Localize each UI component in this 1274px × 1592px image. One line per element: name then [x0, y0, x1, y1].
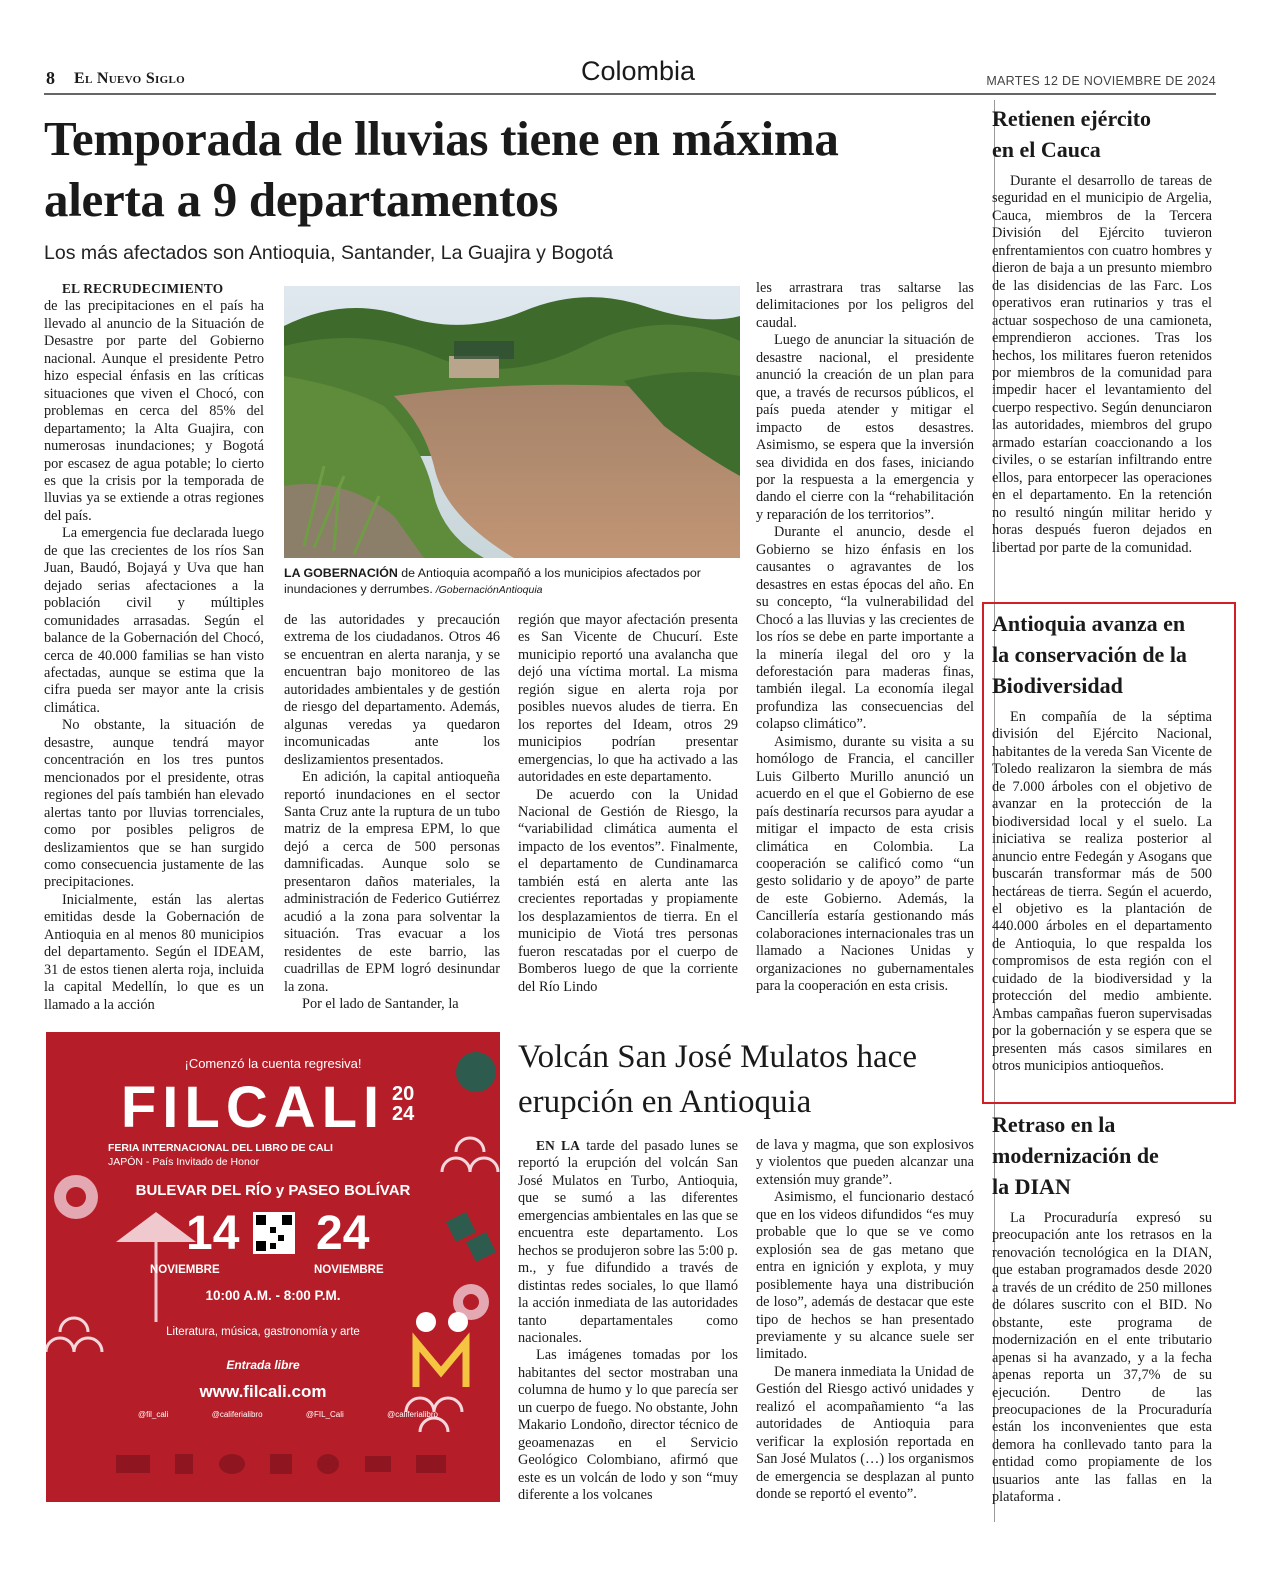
ad-logo-year: 20 24	[392, 1083, 415, 1125]
paragraph: región que mayor afectación presenta es San Vicente de Chucurí. Este municipio reportó una avalancha que dejó una víctima mortal. La misma región sigue en alerta roja por posibles nuevos aludes de tierra. En los reportes del Ideam, otros 29 municipios podrían presentar emergencias, lo que ha activado a las autoridades en este departamento.	[518, 612, 738, 786]
filcali-advertisement[interactable]	[46, 1032, 500, 1502]
sponsor-logos	[116, 1452, 446, 1476]
sponsor-logo	[317, 1454, 339, 1474]
social-handle[interactable]: @califerialibro	[211, 1410, 263, 1419]
paragraph: Durante el anuncio, desde el Gobierno se hizo énfasis en los causantes o agravantes de los desastres en estas épocas del año. En su concepto, “la vulnerabilidad del Chocó a las lluvias y las crecientes de los ríos se debe en parte importante a la minería ilegal del oro y la deforestación para maderas finas, también ilegal. La economía ilegal profundiza las consecuencias del colapso climático”.	[756, 524, 974, 733]
header-rule	[44, 93, 1216, 95]
ad-logo: FILCALI	[120, 1075, 386, 1140]
ad-guest: JAPÓN - País Invitado de Honor	[108, 1156, 260, 1168]
sponsor-logo	[219, 1454, 245, 1474]
paragraph: Luego de anunciar la situación de desastre nacional, el presidente anunció la creación de un plan para que, a través de recursos públicos, el país pueda atender y mitigar el impacto de estos desastres. Asimismo, se espera que la inversión sea dividida en dos fases, iniciando por la respuesta a la emergencia y dando el cierre con la “rehabilitación y reparación de los territorios”.	[756, 332, 974, 523]
main-headline: Temporada de lluvias tiene en máxima alerta a 9 departamentos	[44, 111, 839, 227]
sidebar-title: Retraso en la modernización de la DIAN	[992, 1112, 1159, 1199]
ad-venue: BULEVAR DEL RÍO y PASEO BOLÍVAR	[135, 1182, 411, 1199]
paragraph: Asimismo, el funcionario destacó que en los videos difundidos “es muy probable que lo que se ve como explosión sea de gas metano que entra en ignición y explota, y muy posiblemente haya una distribución de loso”, además de destacar que este tipo de hechos se han presentado previamente y su alcance suele ser limitado.	[756, 1189, 974, 1363]
main-article-col-3	[518, 612, 738, 996]
paragraph: les arrastrara tras saltarse las delimitaciones por los peligros del caudal.	[756, 280, 974, 331]
main-article-col-1: EL RECRUDECIMIENTO de las precipitaciones en el país ha llevado al anuncio de la Situación de Desastre por parte del Gobierno nacional. Aunque el presidente Petro hizo especial énfasis en las críticas situaciones que viven el Chocó, con problemas en cerca del 85% del departamento; la Alta Guajira, con numerosas inundaciones; y Bogotá por escasez de agua potable; lo cierto es que la crisis por la temporada de lluvias ya se extiende a otras regiones del país. La emergencia fue declarada luego de que las crecientes de los ríos San Juan, Baudó, Bojayá y Uva que han dejado serias afectaciones a la población civil y múltiples comunidades arrasadas. Según el balance de la Gobernación del Chocó, cerca de 40.000 familias se han visto afectadas, aunque se estima que la cifra pueda ser mayor ante la crisis climática. No obstante, la situación de desastre, aunque tendrá mayor concentración en los tres puntos mencionados por el presidente, otras regiones del país también han elevado alertas tanto por lluvias torrenciales, como por posibles peligros de deslizamientos que se han surgido como consecuencia justamente de las precipitaciones. Inicialmente, están las alertas emitidas desde la Gobernación de Antioquia en al menos 80 municipios del departamento. Según el IDEAM, 31 de estos tienen alerta roja, incluida la capital Medellín, lo que es un llamado a la acción	[44, 281, 264, 1013]
ad-start-month: NOVIEMBRE	[150, 1264, 220, 1276]
social-handle[interactable]: @FIL_Cali	[305, 1410, 344, 1419]
ad-tagline: ¡Comenzó la cuenta regresiva!	[184, 1056, 362, 1071]
section-title: Colombia	[580, 56, 696, 86]
ad-url[interactable]: www.filcali.com	[199, 1382, 327, 1401]
sidebar-body: En compañía de la séptima división del Ejército Nacional, habitantes de la vereda San Vicente de Toledo realizaron la siembra de más de 7.000 árboles con el objetivo de avanzar en la protección de la biodiversidad local y el suelo. La iniciativa se realiza posterior al anuncio entre Fedegán y Asogans que buscarán transformar más de 500 hectáreas de tierra. Según el acuerdo, el objetivo es la plantación de 440.000 árboles en el departamento de Antioquia, lo que respalda los compromisos de esta región con el cuidado de la biodiversidad y la protección del medio ambiente. Ambas campañas fueron supervisadas por la gobernación y se espera que se presenten más casos similares en otros municipios antioqueños.	[992, 709, 1212, 1075]
sidebar-title: Retienen ejército en el Cauca	[992, 106, 1152, 162]
caption-lead: LA GOBERNACIÓN	[284, 566, 398, 580]
sponsor-logo	[365, 1456, 391, 1472]
river-image	[284, 286, 740, 558]
social-handle[interactable]: @fil_cali	[138, 1410, 169, 1419]
ad-end-month: NOVIEMBRE	[314, 1264, 384, 1276]
ad-feria: FERIA INTERNACIONAL DEL LIBRO DE CALI	[108, 1142, 333, 1154]
ad-activities: Literatura, música, gastronomía y arte	[166, 1326, 360, 1338]
page-number: 8	[46, 68, 55, 88]
volcano-col-1: EN LA tarde del pasado lunes se reportó la erupción del volcán San José Mulatos en Turbo, Antioquia, que se sumó a las diferentes emergencias ambientales en las que se encuentra este departamento. Los hechos se produjeron sobre las 5:00 p. m., y fue difundido a través de distintas redes sociales, lo que llamó la acción inmediata de las autoridades tanto departamentales como nacionales. Las imágenes tomadas por los habitantes del sector mostraban una columna de humo y lo que parecía ser un cuerpo de fuego. No obstante, John Makario Londoño, director técnico de geoamenazas en el Servicio Geológico Colombiano, afirmó que este es un volcán de lodo y son “muy diferente a los volcanes	[518, 1138, 738, 1504]
sponsor-logo	[270, 1454, 292, 1474]
ad-end-day: 24	[316, 1207, 370, 1260]
paragraph: de las autoridades y precaución extrema de los ciudadanos. Otros 46 se encuentran en alerta naranja, y se encuentran bajo monitoreo de las autoridades ambientales y de gestión de riesgo del departamento. Además, algunas veredas ya quedaron incomunicadas ante los deslizamientos presentados.	[284, 612, 500, 768]
paragraph: No obstante, la situación de desastre, aunque tendrá mayor concentración en los tres puntos mencionados por el presidente, otras regiones del país también han elevado alertas tanto por lluvias torrenciales, como por posibles peligros de deslizamientos que se han surgido como consecuencia justamente de las precipitaciones.	[44, 717, 264, 891]
sponsor-logo	[116, 1455, 150, 1473]
sidebar-body: La Procuraduría expresó su preocupación ante los retrasos en la renovación tecnológica en la DIAN, que estaban programados desde 2020 a través de un crédito de 250 millones de dólares suscrito con el BID. No obstante, este programa de modernización en el ente tributario apenas si ha avanzado, y a la fecha apenas reporta un 37,7% de su ejecución. Dentro de las preocupaciones de la Procuraduría están los inconvenientes que esta demora ha conllevado tanto para la entidad como propiamente de los usuarios ante las fallas en la plataforma .	[992, 1210, 1212, 1506]
paragraph: De acuerdo con la Unidad Nacional de Gestión de Riesgo, la “variabilidad climática aumenta el impacto de los eventos”. Finalmente, el departamento de Cundinamarca también está en alerta ante las crecientes reportadas y propiamente los desplazamientos de tierra. En el municipio de Viotá tres personas fueron rescatadas por el cuerpo de Bomberos luego de que la corriente del Río Lindo	[518, 786, 738, 995]
main-subhead: Los más afectados son Antioquia, Santander, La Guajira y Bogotá	[44, 242, 614, 264]
volcano-title: Volcán San José Mulatos hace erupción en Antioquia	[518, 1039, 917, 1120]
article-lead: EL RECRUDECIMIENTO	[62, 281, 224, 296]
paragraph: De manera inmediata la Unidad de Gestión del Riesgo activó unidades y realizó el acompañamiento “a las autoridades de Antioquia para verificar la explosión reportada en San José Mulatos (…) los organismos de emergencia se desplazan al punto donde se reportó el evento”.	[756, 1363, 974, 1503]
ad-hours: 10:00 A.M. - 8:00 P.M.	[205, 1288, 341, 1303]
sidebar-body: Durante el desarrollo de tareas de seguridad en el municipio de Argelia, Cauca, miembros de la Tercera División del Ejército tuvieron enfrentamientos con cuatro hombres y dieron de baja a un presunto miembro de las disidencias de las Farc. Los operativos eran rutinarios y tras el actuar sospechoso de una camioneta, emprendieron acciones. Tras los hechos, los militares fueron retenidos por miembros de la comunidad para impedir hacer el levantamiento del cuerpo respectivo. Según denunciaron las autoridades, miembros del grupo armado estarían coaccionando a los civiles, o se estarían infiltrando entre ellos, para entorpecer las operaciones en el departamento. En la retención no resultó ningún militar herido y horas después fueron dejados en libertad por parte de la comunidad.	[992, 173, 1212, 556]
flood-photo	[284, 286, 740, 558]
paragraph: En adición, la capital antioqueña reportó inundaciones en el sector Santa Cruz ante la ruptura de un tubo matriz de la empresa EPM, lo que dejó a cerca de 500 personas damnificadas. Aunque solo se presentaron daños materiales, la administración de Federico Gutiérrez acudió a la zona para solventar la situación. Tras evacuar a los residentes de este barrio, las cuadrillas de EPM logró desinundar la zona.	[284, 769, 500, 995]
volcano-col-2	[756, 1137, 974, 1504]
photo-credit: /GobernaciónAntioquia	[432, 584, 543, 596]
main-article-col-4	[756, 280, 974, 996]
paper-name: El Nuevo Siglo	[74, 70, 185, 87]
main-article-col-2	[284, 612, 500, 1013]
sidebar-story-dian	[992, 1109, 1212, 1507]
article-lead: EN LA	[536, 1138, 581, 1153]
sponsor-logo	[175, 1454, 193, 1474]
sponsor-logo	[416, 1455, 446, 1473]
paragraph: de lava y magma, que son explosivos y violentos que pueden alcanzar una extensión muy grande”.	[756, 1137, 974, 1188]
ad-socials	[138, 1410, 438, 1419]
issue-date: MARTES 12 DE NOVIEMBRE DE 2024	[986, 74, 1216, 88]
ad-start-day: 14	[186, 1207, 240, 1260]
ad-entry: Entrada libre	[226, 1358, 300, 1372]
paragraph: Inicialmente, están las alertas emitidas desde la Gobernación de Antioquia en al menos 80 municipios del departamento. Según el IDEAM, 31 de estos tienen alerta roja, incluida la capital Medellín, lo que es un llamado a la acción	[44, 891, 264, 1013]
paragraph: La emergencia fue declarada luego de que las crecientes de los ríos San Juan, Baudó, Bojayá y Uva que han dejado serias afectaciones a la población civil y múltiples comunidades arrasadas. Según el balance de la Gobernación del Chocó, cerca de 40.000 familias se han visto afectadas, aunque se estima que la cifra pueda ser mayor ante la crisis climática.	[44, 525, 264, 716]
photo-caption: LA GOBERNACIÓN de Antioquia acompañó a los municipios afectados por inundaciones y derrumbes. /GobernaciónAntioquia	[284, 566, 701, 596]
paragraph: Las imágenes tomadas por los habitantes del sector mostraban una columna de humo y lo que parecía ser un cuerpo de fuego. No obstante, John Makario Londoño, director técnico de geoamenazas en el Servicio Geológico Colombiano, afirmó que este es un volcán de lodo y son “muy diferente a los volcanes	[518, 1347, 738, 1504]
sidebar-title: Antioquia avanza en la conservación de la Biodiversidad	[992, 611, 1187, 698]
social-handle[interactable]: @califerialibro	[387, 1410, 438, 1419]
paragraph: Por el lado de Santander, la	[302, 995, 459, 1012]
sidebar-story-cauca	[992, 103, 1212, 557]
sidebar-story-antioquia	[992, 608, 1212, 1076]
paragraph: Asimismo, durante su visita a su homólogo de Francia, el canciller Luis Gilberto Murillo anunció un acuerdo en el que el Gobierno de ese país destinaría recursos para ayudar a mitigar el impacto de esta crisis climática en Colombia. La cooperación se calificó como “un gesto solidario y de apoyo” de parte de este Gobierno. Además, la Cancillería estaría gestionando más colaboraciones internacionales tras un llamado a Naciones Unidas y organizaciones no gubernamentales para la cooperación en esta crisis.	[756, 733, 974, 995]
